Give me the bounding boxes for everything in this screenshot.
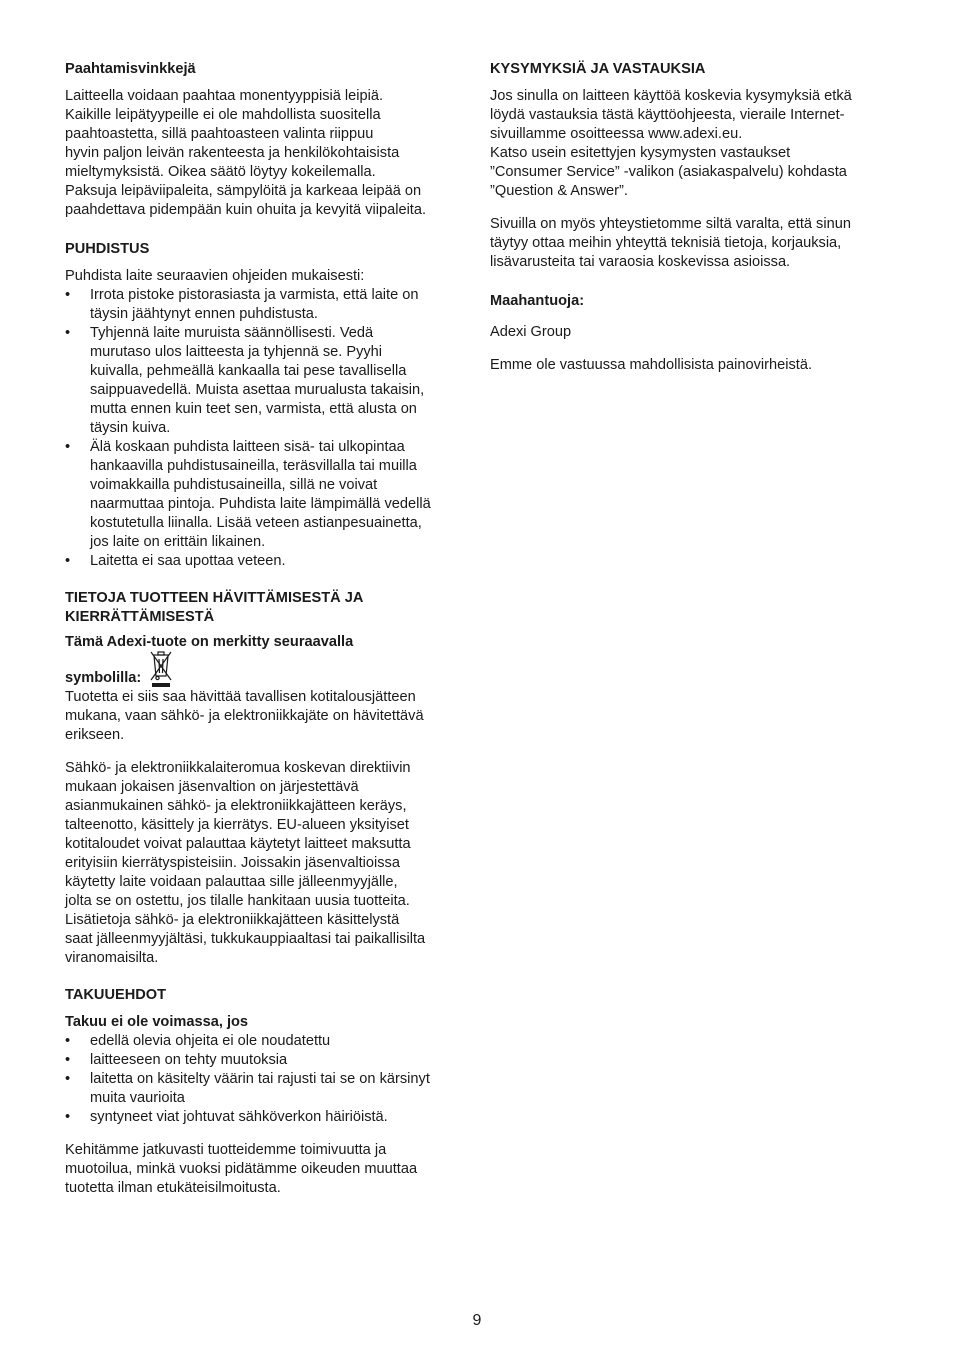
disposal-paragraph-1: Tuotetta ei siis saa hävittää tavallisen kotitalousjätteen mukana, vaan sähkö- ja elektroniikkajäte on hävitettävä erikseen. xyxy=(65,689,424,743)
warranty-list xyxy=(65,1032,470,1127)
left-column xyxy=(65,60,470,1198)
warranty-heading: TAKUUEHDOT xyxy=(65,987,167,1003)
disclaimer-text: Emme ole vastuussa mahdollisista painovirheistä. xyxy=(490,357,813,373)
cleaning-list xyxy=(65,286,470,571)
faq-heading: KYSYMYKSIÄ JA VASTAUKSIA xyxy=(490,61,706,77)
list-item: • Irrota pistoke pistorasiasta ja varmista, että laite on täysin jäähtynyt ennen puhdistusta. xyxy=(65,286,470,324)
warranty-section xyxy=(65,986,470,1198)
list-item: • laitetta on käsitelty väärin tai rajusti tai se on kärsinyt muita vaurioita xyxy=(65,1070,470,1108)
page-number: 9 xyxy=(472,1312,482,1329)
importer-section xyxy=(490,292,900,375)
importer-heading: Maahantuoja: xyxy=(490,293,585,309)
list-item: • syntyneet viat johtuvat sähköverkon häiriöistä. xyxy=(65,1108,470,1127)
faq-section xyxy=(490,60,900,272)
faq-paragraph-1: Jos sinulla on laitteen käyttöä koskevia kysymyksiä etkä löydä vastauksia tästä käyttöohjeesta, vieraile Internet- sivuillamme osoitteessa www.adexi.eu. Katso usein esitettyjen kysymysten vastaukset ”Consumer Service” -valikon (asiakaspalvelu) kohdasta ”Question & Answer”. xyxy=(490,88,852,199)
disposal-paragraph-2: Sähkö- ja elektroniikkalaiteromua koskevan direktiivin mukaan jokaisen jäsenvaltion on järjestettävä asianmukainen sähkö- ja elektroniikkajätteen keräys, talteenotto, käsittely ja kierrätys. EU-alueen yksityiset kotitaloudet voivat palauttaa käytetyt laitteet maksutta erityisiin kierrätyspisteisiin. Joissakin jäsenvaltioissa käytetty laite voidaan palauttaa sille jälleenmyyjälle, jolta se on ostettu, jos tilalle hankitaan uusia tuotteita. Lisätietoja sähkö- ja elektroniikkajätteen käsittelystä saat jälleenmyyjältäsi, tukkukauppiaaltasi tai paikallisilta viranomaisilta. xyxy=(65,760,426,966)
list-item: • Älä koskaan puhdista laitteen sisä- tai ulkopintaa hankaavilla puhdistusaineilla, teräsvillalla tai muilla voimakkailla puhdistusaineilla, sillä ne voivat naarmuttaa pintoja. Puhdista laite lämpimällä vedellä kostutetulla liinalla. Lisää veteen astianpesuainetta, jos laite on erittäin likainen. xyxy=(65,438,470,552)
list-item: • laitteeseen on tehty muutoksia xyxy=(65,1051,470,1070)
toasting-tips-text: Laitteella voidaan paahtaa monentyyppisiä leipiä. Kaikille leipätyypeille ei ole mahdollista suositella paahtoastetta, sillä paahtoasteen valinta riippuu hyvin paljon leivän rakenteesta ja henkilökohtaisista mieltymyksistä. Oikea säätö löytyy kokeilemalla. Paksuja leipäviipaleita, sämpylöitä ja karkeaa leipää on paahdettava pidempään kuin ohuita ja kevyitä viipaleita. xyxy=(65,88,427,218)
disposal-section xyxy=(65,589,470,968)
disposal-symbol-label: symbolilla: xyxy=(65,670,142,686)
importer-name: Adexi Group xyxy=(490,324,572,340)
disposal-marked-text: Tämä Adexi-tuote on merkitty seuraavalla xyxy=(65,634,354,650)
faq-paragraph-2: Sivuilla on myös yhteystietomme siltä varalta, että sinun täytyy ottaa meihin yhteyttä teknisiä tietoja, korjauksia, lisävarusteita tai varaosia koskevissa asioissa. xyxy=(490,216,851,270)
cleaning-section xyxy=(65,240,470,571)
toasting-tips-section xyxy=(65,60,470,220)
disposal-heading: TIETOJA TUOTTEEN HÄVITTÄMISESTÄ JA KIERRÄTTÄMISESTÄ xyxy=(65,590,364,625)
crossed-out-wheelie-bin-icon xyxy=(149,650,173,688)
disposal-symbol-line xyxy=(65,650,470,688)
cleaning-heading: PUHDISTUS xyxy=(65,241,150,257)
list-item: • edellä olevia ohjeita ei ole noudatettu xyxy=(65,1032,470,1051)
warranty-subheading: Takuu ei ole voimassa, jos xyxy=(65,1014,249,1030)
toasting-tips-heading: Paahtamisvinkkejä xyxy=(65,61,196,77)
warranty-closing-text: Kehitämme jatkuvasti tuotteidemme toimivuutta ja muotoilua, minkä vuoksi pidätämme oikeuden muuttaa tuotetta ilman etukäteisilmoitusta. xyxy=(65,1142,418,1196)
right-column xyxy=(490,60,900,375)
cleaning-intro: Puhdista laite seuraavien ohjeiden mukaisesti: xyxy=(65,268,365,284)
list-item: • Tyhjennä laite muruista säännöllisesti. Vedä murutaso ulos laitteesta ja tyhjennä se. Pyyhi kuivalla, pehmeällä kankaalla tai pese tavallisella saippuavedellä. Muista asettaa murualusta takaisin, mutta ennen kuin teet sen, varmista, että alusta on täysin kuiva. xyxy=(65,324,470,438)
list-item: • Laitetta ei saa upottaa veteen. xyxy=(65,552,470,571)
